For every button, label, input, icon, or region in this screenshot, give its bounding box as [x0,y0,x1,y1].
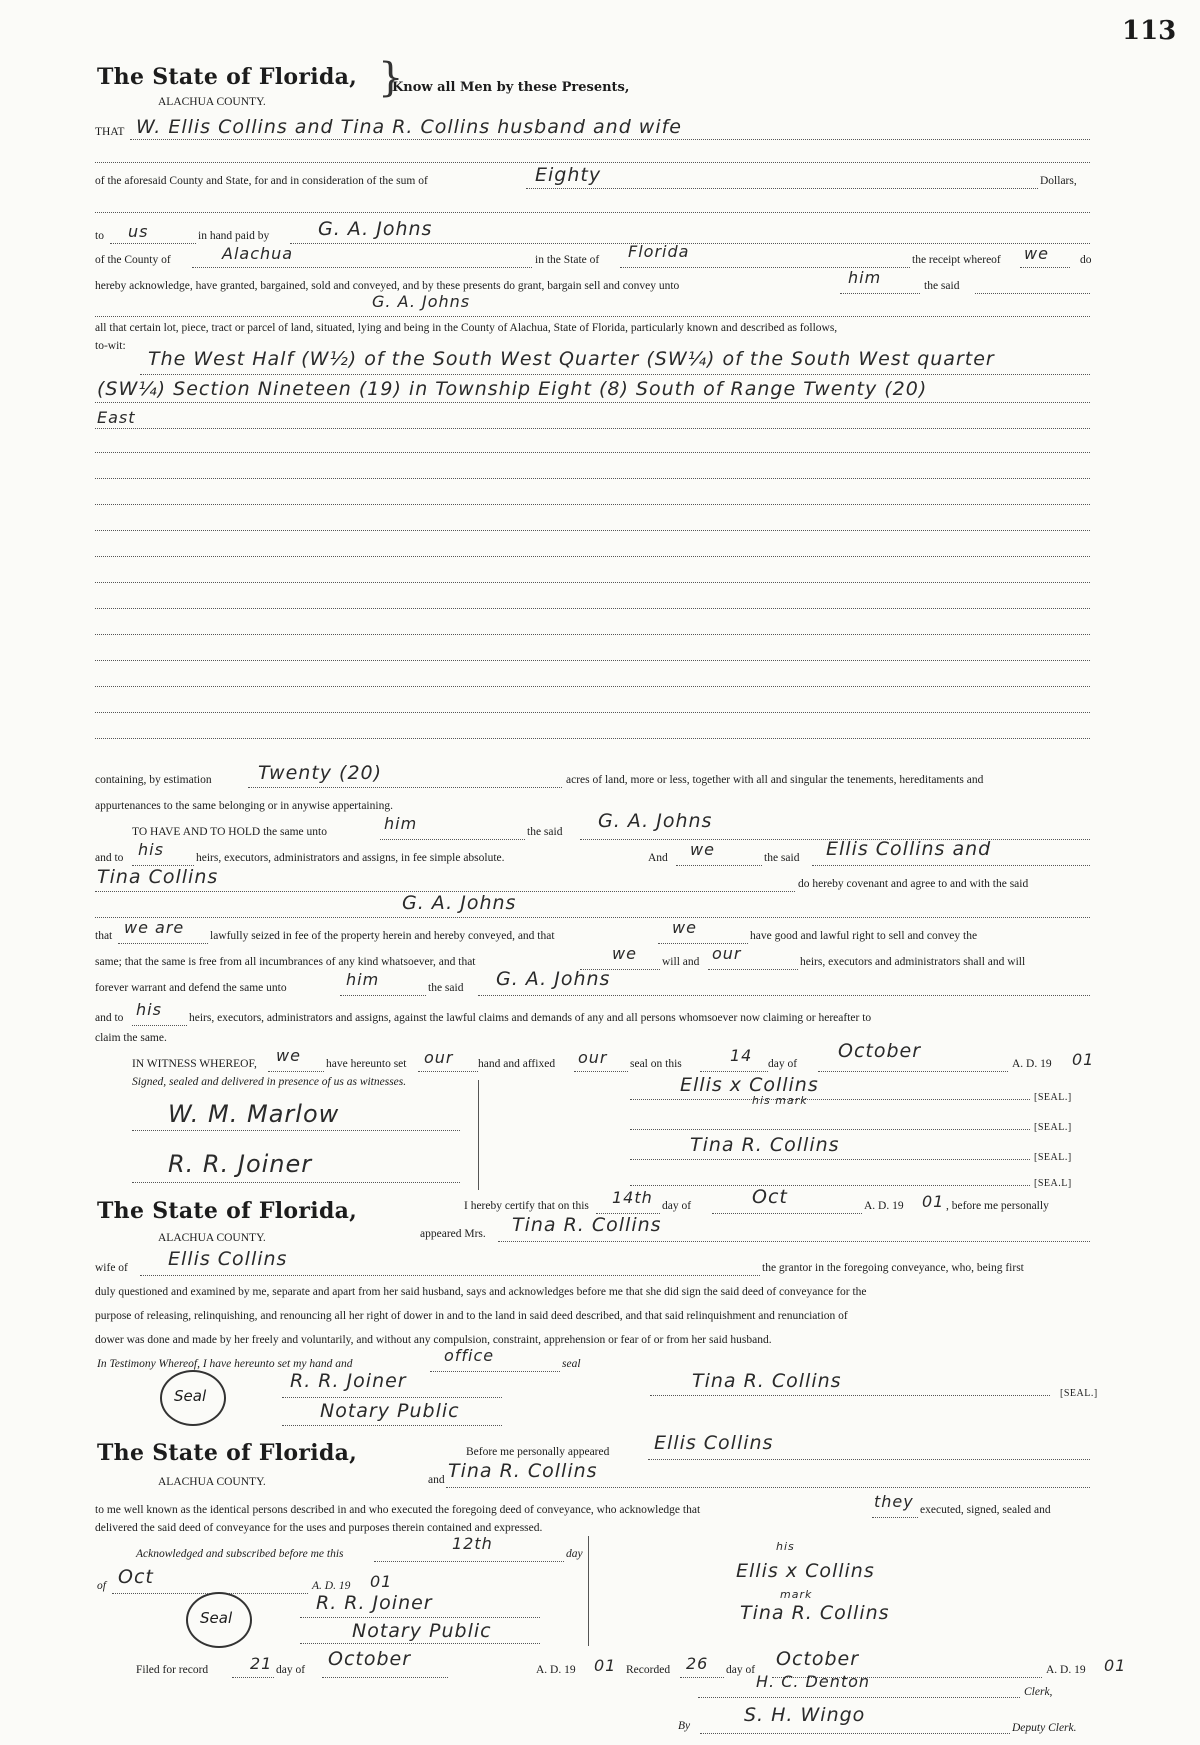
blank-ruled-line [95,530,1090,531]
to-handwritten: us [128,222,149,241]
ack1-husband-line [140,1275,760,1276]
blank-ruled-line [95,504,1090,505]
covenant-grantee-handwritten: G. A. Johns [402,892,517,914]
county-of-label: of the County of [95,254,171,266]
blank-ruled-line [95,556,1090,557]
description-line [95,428,1090,429]
ack1-notary-line [282,1397,502,1398]
blank-ruled-line [95,452,1090,453]
clerk-line [698,1697,1020,1698]
witness-line [268,1071,324,1072]
ack2-notary-line [300,1617,540,1618]
appurtenances-text: appurtenances to the same belonging or in anywise appertaining. [95,800,393,812]
and-to-handwritten: his [138,840,164,859]
seal-line [574,1071,628,1072]
sig-line [630,1159,1030,1160]
ack1-husband-handwritten: Ellis Collins [168,1248,288,1270]
ack1-day-of: day of [662,1200,692,1212]
county-handwritten: Alachua [222,244,294,263]
ack2-brace [588,1536,589,1646]
and-to-2-label: and to [95,1012,124,1024]
paid-by-label: in hand paid by [198,230,270,242]
sig-line [630,1129,1030,1130]
ad-label: A. D. 19 [1012,1058,1052,1070]
seal-label-4: [SEA.L] [1034,1178,1072,1189]
filed-day-handwritten: 21 [250,1654,273,1673]
towit-label: to-wit: [95,340,126,352]
ack2-body-1: to me well known as the identical persons described in and who executed the foregoing deed of conveyance, who acknowledge that [95,1504,701,1516]
consideration-text: of the aforesaid County and State, for and in consideration of the sum of [95,175,428,187]
ack1-body-3: dower was done and made by her freely and voluntarily, and without any compulsion, constraint, apprehension or fear of or from her said husband. [95,1334,772,1346]
description-line-3: East [97,408,136,427]
sig2-handwritten: Tina R. Collins [690,1134,840,1156]
deputy-line [700,1733,1010,1734]
ack1-month-line [712,1213,862,1214]
acres-handwritten: Twenty (20) [258,762,383,784]
containing-label: containing, by estimation [95,774,212,786]
unto-handwritten: him [848,268,882,287]
blank-ruled-line [95,582,1090,583]
filed-ad: A. D. 19 [536,1664,576,1676]
and-to-2-line [132,1025,187,1026]
ack1-wife-of: wife of [95,1262,128,1274]
ack2-person2-handwritten: Tina R. Collins [448,1460,598,1482]
ack1-office-line [430,1371,560,1372]
forever-text: forever warrant and defend the same unto [95,982,287,994]
ack2-notary-title-handwritten: Notary Public [352,1620,492,1642]
sum-handwritten: Eighty [535,164,602,186]
blank-ruled-line [95,660,1090,661]
ack2-person1-handwritten: Ellis Collins [654,1432,774,1454]
covenant-grantee-line [95,917,1090,918]
rec-year-handwritten: 01 [1104,1656,1127,1675]
filed-day-of: day of [276,1664,306,1676]
blank-ruled-line [95,478,1090,479]
receipt-handwritten: we [1024,244,1049,263]
state-of-label: in the State of [535,254,600,266]
covenantor-line [812,865,1090,866]
habendum-line [380,839,525,840]
the-said-2: the said [764,852,800,864]
blank-ruled-line [95,712,1090,713]
sig-line [630,1185,1030,1186]
free-text: same; that the same is free from all incumbrances of any kind whatsoever, and that [95,956,476,968]
page-number: 113 [1122,16,1177,46]
sig-line [630,1099,1030,1100]
ack2-sig1-his: his [776,1540,795,1553]
ack2-before: Before me personally appeared [466,1446,610,1458]
and-to-label: and to [95,852,124,864]
county-line [192,267,532,268]
grantee-handwritten: G. A. Johns [372,292,471,311]
acknowledge-text: hereby acknowledge, have granted, bargained, sold and conveyed, and by these presents do grant, bargain sell and convey unto [95,280,680,292]
ack2-and: and [428,1474,445,1486]
ack1-wife-sig-line [650,1395,1050,1396]
claim-text: claim the same. [95,1032,167,1044]
rec-day-of: day of [726,1664,756,1676]
ack2-they-line [872,1517,918,1518]
ack2-of-label: of [97,1580,106,1592]
seized-text: lawfully seized in fee of the property herein and hereby conveyed, and that [210,930,555,942]
ack2-notary-title-line [300,1643,540,1644]
covenantor2-handwritten: Tina Collins [97,866,219,888]
acres-text: acres of land, more or less, together with all and singular the tenements, hereditaments and [566,774,984,786]
receipt-label: the receipt whereof [912,254,1001,266]
ack2-ack-text: Acknowledged and subscribed before me this [136,1548,344,1560]
ack2-body-1-end: executed, signed, sealed and [920,1504,1051,1516]
seal-label-3: [SEAL.] [1034,1152,1072,1163]
dollars-label: Dollars, [1040,175,1077,187]
ack1-appeared-handwritten: Tina R. Collins [512,1214,662,1236]
habendum-label: TO HAVE AND TO HOLD the same unto [132,826,327,838]
rec-day-handwritten: 26 [686,1654,709,1673]
warrant-end: heirs, executors and administrators shall and will [800,956,1026,968]
blank-line [95,212,1090,213]
deputy-handwritten: S. H. Wingo [744,1704,866,1726]
recorded-text: Recorded [626,1664,671,1676]
sum-line [526,188,1038,189]
our-line [708,969,798,970]
ack1-seal-label: [SEAL.] [1060,1388,1098,1399]
know-all-heading: Know all Men by these Presents, [392,80,630,95]
blank-ruled-line [95,738,1090,739]
day-line [700,1071,768,1072]
seal-handwritten: our [578,1048,608,1067]
to-label: to [95,230,104,242]
seal-on-this: seal on this [630,1058,682,1070]
ack2-ad: A. D. 19 [312,1580,351,1592]
seal-label-2: [SEAL.] [1034,1122,1072,1133]
hand-line [418,1071,478,1072]
heirs-text: heirs, executors, administrators and assigns, in fee simple absolute. [196,852,505,864]
day-of: day of [768,1058,798,1070]
ack2-day-handwritten: 12th [452,1534,493,1553]
rec-month-handwritten: October [776,1648,860,1670]
ack2-sig1-mark: mark [780,1588,813,1601]
ack2-sig1-handwritten: Ellis x Collins [736,1560,875,1582]
acres-line [248,787,562,788]
ack1-seal-word: seal [562,1358,581,1370]
rec-day-line [680,1677,724,1678]
ack1-office-handwritten: office [444,1346,495,1365]
ack2-year-handwritten: 01 [370,1572,393,1591]
forever-line [340,995,426,996]
ack2-person2-line [446,1487,1090,1488]
ack2-day-label: day [566,1548,583,1560]
ack1-year-handwritten: 01 [922,1192,945,1211]
ack1-state-title: The State of Florida, [97,1198,358,1224]
ack1-body-1: duly questioned and examined by me, separate and apart from her said husband, says and acknowledges before me that she did sign the said deed of conveyance for the [95,1286,867,1298]
grantor-line [130,139,1090,140]
ack1-before: , before me personally [946,1200,1049,1212]
ack1-appeared: appeared Mrs. [420,1228,486,1240]
will-handwritten: we [612,944,637,963]
ack2-day-line [374,1561,564,1562]
filed-day-line [232,1677,274,1678]
state-title: The State of Florida, [97,64,358,90]
ack2-month-handwritten: Oct [118,1566,154,1588]
do-label: do [1080,254,1092,266]
and-to-2-handwritten: his [136,1000,162,1019]
witness-brace [478,1080,479,1190]
said-line [975,293,1090,294]
land-text: all that certain lot, piece, tract or parcel of land, situated, lying and being in the County of Alachua, State of Florida, particularly known and described as follows, [95,322,838,334]
ack2-body-2: delivered the said deed of conveyance for the uses and purposes therein contained and expressed. [95,1522,543,1534]
forever-grantee-handwritten: G. A. Johns [496,968,611,990]
witness-text: IN WITNESS WHEREOF, [132,1058,257,1070]
ack1-testimony: In Testimony Whereof, I have hereunto set my hand and [97,1358,353,1370]
and-line [676,865,762,866]
covenantor-handwritten: Ellis Collins and [826,838,992,860]
clerk-label: Clerk, [1024,1686,1053,1698]
forever-handwritten: him [346,970,380,989]
description-line [95,402,1090,403]
ack1-ad: A. D. 19 [864,1200,904,1212]
description-line-2: (SW¼) Section Nineteen (19) in Township Eight (8) South of Range Twenty (20) [97,378,928,400]
witness-handwritten: we [276,1046,301,1065]
will-and: will and [662,956,700,968]
county-label: ALACHUA COUNTY. [158,96,266,108]
ack2-county: ALACHUA COUNTY. [158,1476,266,1488]
ack1-grantor-text: the grantor in the foregoing conveyance, who, being first [762,1262,1024,1274]
covenant-text: do hereby covenant and agree to and with the said [798,878,1029,890]
month-handwritten: October [838,1040,922,1062]
filed-month-line [322,1677,448,1678]
blank-ruled-line [95,686,1090,687]
the-said-label: the said [924,280,960,292]
ack1-month-handwritten: Oct [752,1186,788,1208]
blank-ruled-line [95,634,1090,635]
month-line [818,1071,1008,1072]
blank-line [95,162,1090,163]
forever-said: the said [428,982,464,994]
grantors-handwritten: W. Ellis Collins and Tina R. Collins husband and wife [136,116,682,138]
ack1-certify: I hereby certify that on this [464,1200,589,1212]
day-handwritten: 14 [730,1046,753,1065]
ack2-person1-line [648,1459,1090,1460]
ack2-they-handwritten: they [874,1492,914,1511]
hereunto-set: have hereunto set [326,1058,407,1070]
ack1-notary-title-handwritten: Notary Public [320,1400,460,1422]
hand-affixed: hand and affixed [478,1058,556,1070]
clerk-handwritten: H. C. Denton [756,1672,871,1691]
rec-ad: A. D. 19 [1046,1664,1086,1676]
witness1-handwritten: W. M. Marlow [168,1100,340,1128]
forever-grantee-line [478,995,1090,996]
brace: } [378,55,404,101]
signed-text: Signed, sealed and delivered in presence of us as witnesses. [132,1076,407,1088]
state-handwritten: Florida [628,242,690,261]
year-handwritten: 01 [1072,1050,1095,1069]
sig1-handwritten: Ellis x Collins [680,1074,819,1096]
ack1-notary-seal [160,1370,226,1426]
hand-handwritten: our [424,1048,454,1067]
right-handwritten: we [672,918,697,937]
ack1-day-handwritten: 14th [612,1188,653,1207]
witness2-handwritten: R. R. Joiner [168,1150,313,1178]
habendum-said: the said [527,826,563,838]
to-line [110,243,196,244]
witness2-line [132,1182,460,1183]
ack1-notary-title-line [282,1425,502,1426]
sig1-mark: his mark [752,1094,808,1107]
ack1-body-2: purpose of releasing, relinquishing, and renouncing all her right of dower in and to the land in said deed described, and that said relinquishment and renunciation of [95,1310,848,1322]
receipt-line [1020,267,1070,268]
habendum-grantee-handwritten: G. A. Johns [598,810,713,832]
filed-text: Filed for record [136,1664,209,1676]
blank-ruled-line [95,608,1090,609]
ack1-county: ALACHUA COUNTY. [158,1232,266,1244]
description-line [140,374,1090,375]
paid-by-line [290,243,1090,244]
lawful-claims-text: heirs, executors, administrators and assigns, against the lawful claims and demands of any and all persons whomsoever now claiming or hereafter to [189,1012,872,1024]
right-text: have good and lawful right to sell and convey the [750,930,978,942]
witness1-line [132,1130,460,1131]
unto-line [840,293,920,294]
ack1-seal-handwritten: Seal [174,1387,207,1405]
and-label: And [648,852,668,864]
grantee-line [95,316,1090,317]
seized-handwritten: we are [124,918,185,937]
filed-month-handwritten: October [328,1648,412,1670]
seized-line [118,943,208,944]
ack1-notary-handwritten: R. R. Joiner [290,1370,407,1392]
paid-by-handwritten: G. A. Johns [318,218,433,240]
deputy-label: Deputy Clerk. [1012,1722,1077,1734]
ack1-appeared-line [498,1241,1090,1242]
ack1-wife-sig-handwritten: Tina R. Collins [692,1370,842,1392]
seal-label-1: [SEAL.] [1034,1092,1072,1103]
ack2-state-title: The State of Florida, [97,1440,358,1466]
our-handwritten: our [712,944,742,963]
description-line-1: The West Half (W½) of the South West Quarter (SW¼) of the South West quarter [148,348,995,370]
and-handwritten: we [690,840,715,859]
by-label: By [678,1720,691,1732]
ack2-notary-handwritten: R. R. Joiner [316,1592,433,1614]
ack2-sig2-handwritten: Tina R. Collins [740,1602,890,1624]
that-label-2: that [95,930,113,942]
ack2-notary-seal [186,1592,252,1648]
filed-year-handwritten: 01 [594,1656,617,1675]
habendum-handwritten: him [384,814,418,833]
ack2-seal-handwritten: Seal [200,1609,233,1627]
that-label: THAT [95,126,125,138]
